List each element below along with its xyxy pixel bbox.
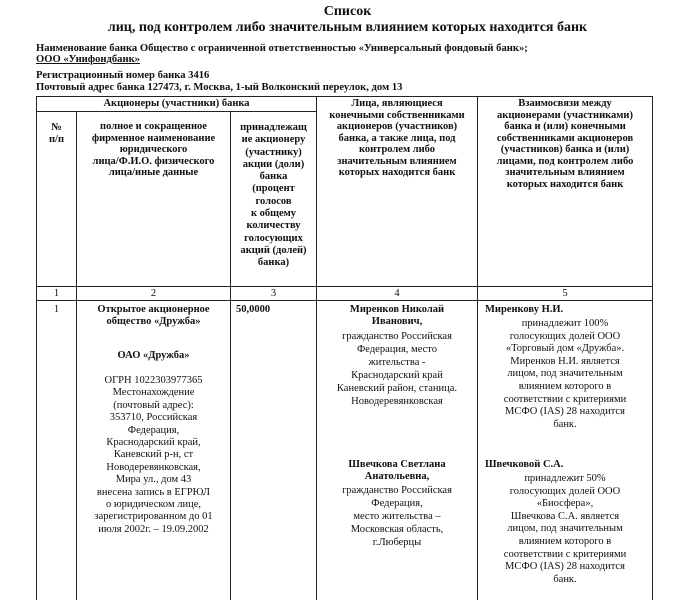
header-beneficiaries-line: банка, а также лица, под (338, 132, 456, 144)
bank-name-line1: Наименование банка Общество с ограниченной ответственностью «Универсальный фондовый банк»; (36, 43, 528, 54)
beneficiary-2-info-line: Московская область, (350, 523, 444, 535)
header-share-line: (участнику) (245, 146, 302, 158)
header-num-line: № (51, 122, 62, 133)
header-relations (478, 98, 652, 190)
header-num-line: п/п (48, 133, 65, 145)
shareholder-full-name (77, 304, 230, 327)
beneficiary-2-info (317, 485, 477, 550)
beneficiary-2-info-line: гражданство Российская (342, 485, 452, 496)
header-share-line: банка) (257, 257, 290, 269)
shareholder-details-line: внесена запись в ЕГРЮЛ (96, 486, 211, 498)
beneficiary-1-info-line: гражданство Российская (342, 331, 452, 342)
beneficiary-2-name-line: Швечкова Светлана (348, 459, 446, 470)
shareholder-details-line: Каневский р-н, ст (113, 449, 194, 461)
shareholder-details (77, 375, 230, 536)
bank-reg-number: Регистрационный номер банка 3416 (36, 70, 210, 81)
header-share-line: (процент (252, 183, 295, 195)
table-border-top (36, 96, 653, 97)
column-number-5: 5 (562, 288, 568, 299)
header-relations-line: Взаимосвязи между (518, 98, 612, 109)
header-name-line: полное и сокращенное (100, 121, 207, 132)
shareholder-details-line: (почтовый адрес): (113, 399, 194, 411)
header-relations-line: банка и (или) конечными (504, 121, 626, 132)
relation-2-info-line: лицом, под значительным (507, 523, 623, 535)
relation-2-info-line: влиянием которого в (518, 535, 612, 547)
header-share-line: ие акционеру (241, 134, 306, 146)
shareholder-details-line: Федерация, (127, 424, 180, 436)
shareholder-details-line: Краснодарский край, (106, 437, 201, 449)
beneficiary-2-info-line: место жительства – (353, 510, 441, 522)
header-relations-line: значительным влиянием (505, 167, 625, 178)
header-beneficiaries-line: конечными собственниками (329, 109, 465, 121)
relation-1-info-line: влиянием которого в (518, 380, 612, 392)
relation-1-info-line: принадлежит 100% (521, 318, 609, 329)
relation-1-info-line: МСФО (IAS) 28 находится (505, 406, 625, 418)
relation-1-info-line: голосующих долей ООО (509, 330, 621, 342)
header-share-line: голосов (255, 195, 292, 207)
shareholder-full-name-line: Открытое акционерное (97, 304, 210, 315)
shareholder-details-line: Новодеревянковская, (106, 461, 201, 473)
header-share-line: к общему (250, 208, 297, 220)
shareholder-details-line: зарегистрированном до 01 (94, 511, 213, 523)
relation-1-name: Миренкову Н.И. (485, 304, 564, 315)
header-relations-line: (участников) банка и (или) (500, 144, 630, 155)
relation-1-info-line: «Торговый дом «Дружба». (505, 343, 625, 355)
shareholder-details-line: Местонахождение (112, 387, 195, 399)
column-number-3: 3 (270, 288, 277, 299)
table-border-left (36, 96, 37, 600)
header-name-line: юридического (119, 144, 188, 155)
header-share-line: банка (259, 171, 288, 183)
bank-name-line2: ООО «Унифондбанк» (36, 54, 140, 65)
relation-2-info-line: соответствии с критериями (503, 548, 627, 560)
header-beneficiaries (317, 98, 477, 179)
beneficiary-2-name (317, 459, 477, 482)
header-share-line: голосующих (244, 232, 303, 244)
header-num (37, 122, 76, 145)
relation-2-name: Швечковой С.А. (485, 459, 564, 470)
shareholder-details-line: июля 2002г. – 19.09.2002 (98, 523, 209, 535)
relation-2-info-line: МСФО (IAS) 28 находится (505, 561, 625, 573)
relation-1-info-line: банк. (553, 418, 577, 430)
beneficiary-1-info-line: Новодеревянковская (351, 395, 443, 407)
relation-1-info-line: Миренков Н.И. является (510, 355, 620, 367)
beneficiary-1-info-line: Краснодарский край (351, 369, 443, 381)
header-name-line: фирменное наименование (91, 132, 216, 144)
header-share-line: принадлежащ (240, 122, 307, 133)
beneficiary-1-name (317, 304, 477, 327)
relation-2-info-line: голосующих долей ООО (509, 485, 621, 497)
page-subtitle: лиц, под контролем либо значительным влиянием которых находится банк (107, 20, 588, 35)
column-number-4: 4 (394, 288, 400, 299)
relation-2-info-line: принадлежит 50% (524, 473, 606, 484)
header-share-line: акции (доли) (242, 158, 305, 170)
header-beneficiaries-line: значительным влиянием (337, 155, 457, 167)
header-relations-line: собственниками акционеров (496, 132, 634, 144)
beneficiary-1-name-line: Иванович, (371, 315, 423, 327)
column-number-1: 1 (53, 288, 60, 299)
header-beneficiaries-line: которых находится банк (338, 167, 456, 178)
table-border-right (652, 96, 653, 600)
relation-1-info-line: соответствии с критериями (503, 393, 627, 405)
relation-2-info-line: «Биосфера», (536, 498, 594, 510)
shareholder-details-line: 353710, Российская (109, 412, 198, 424)
header-share-line: акций (долей) (240, 244, 307, 256)
relation-1-info (478, 318, 652, 431)
shareholder-full-name-line: общество «Дружба» (106, 315, 201, 327)
beneficiary-1-info-line: жительства - (368, 356, 426, 368)
beneficiary-1-info-line: Федерация, место (357, 343, 437, 355)
header-bottom-divider (36, 286, 653, 287)
beneficiary-1-info-line: Каневский район, станица. (336, 382, 458, 394)
group-header-divider (36, 111, 317, 112)
bank-address: Почтовый адрес банка 127473, г. Москва, 1-ый Волконский переулок, дом 13 (36, 82, 403, 93)
beneficiary-1-name-line: Миренков Николай (349, 304, 445, 315)
shareholder-details-line: ОГРН 1022303977365 (104, 375, 203, 386)
group-header-shareholders: Акционеры (участники) банка (103, 98, 250, 109)
beneficiary-2-info-line: г.Люберцы (372, 536, 422, 548)
relation-2-info (478, 473, 652, 586)
header-beneficiaries-line: Лица, являющиеся (351, 98, 443, 109)
column-number-2: 2 (150, 288, 157, 299)
header-share-line: количеству (246, 220, 301, 232)
header-name-line: лица/Ф.И.О. физического (92, 155, 215, 167)
header-beneficiaries-line: контролем либо (358, 144, 436, 155)
header-name (77, 121, 230, 179)
header-relations-line: акционерами (участниками) (497, 109, 633, 121)
relation-2-info-line: банк. (553, 573, 577, 585)
header-beneficiaries-line: акционеров (участников) (336, 121, 458, 132)
header-share (231, 122, 316, 270)
header-name-line: лица/иные данные (108, 167, 199, 178)
row-num: 1 (53, 304, 60, 315)
beneficiary-2-name-line: Анатольевна, (364, 470, 430, 482)
relation-1-info-line: лицом, под значительным (507, 368, 623, 380)
column-numbers-divider (36, 300, 653, 301)
shareholder-share: 50,0000 (236, 304, 271, 315)
relation-2-info-line: Швечкова С.А. является (510, 510, 620, 522)
header-relations-line: лицами, под контролем либо (496, 155, 634, 167)
page-title: Список (323, 4, 372, 19)
beneficiary-1-info (317, 331, 477, 408)
shareholder-details-line: Мира ул., дом 43 (115, 474, 192, 486)
beneficiary-2-info-line: Федерация, (371, 497, 423, 509)
header-relations-line: которых находится банк (506, 178, 624, 190)
shareholder-details-line: о юридическом лице, (105, 499, 202, 511)
shareholder-short-name: ОАО «Дружба» (117, 350, 190, 361)
